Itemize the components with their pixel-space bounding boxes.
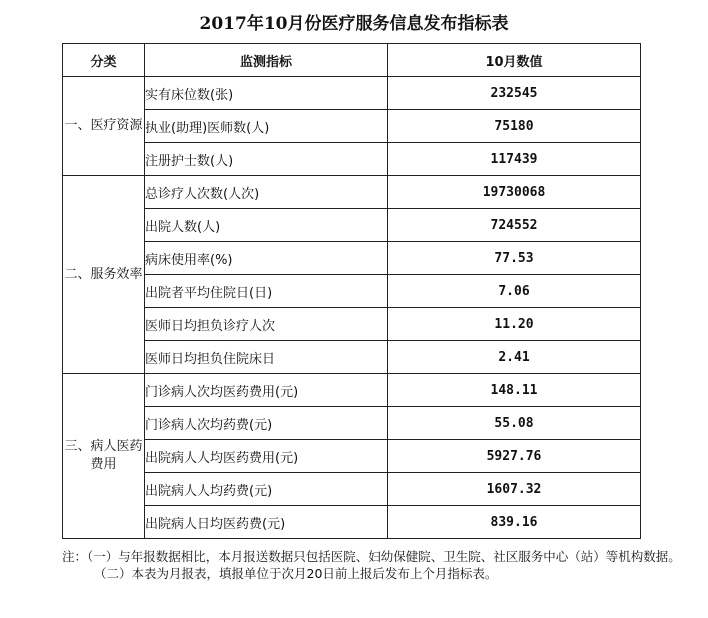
- table-row: [63, 275, 641, 308]
- category-service-efficiency: 二、服务效率: [63, 176, 145, 374]
- value-cell: 724552: [388, 209, 641, 242]
- indicator-cell: 门诊病人次均药费(元): [145, 407, 388, 440]
- table-row: [63, 407, 641, 440]
- table-row: [63, 110, 641, 143]
- value-cell: 75180: [388, 110, 641, 143]
- indicator-table: [62, 43, 641, 539]
- value-cell: 11.20: [388, 308, 641, 341]
- table-row: [63, 176, 641, 209]
- indicator-cell: 实有床位数(张): [145, 77, 388, 110]
- indicator-cell: 注册护士数(人): [145, 143, 388, 176]
- value-cell: 7.06: [388, 275, 641, 308]
- category-medical-resources: 一、医疗资源: [63, 77, 145, 176]
- value-cell: 839.16: [388, 506, 641, 539]
- footnote-line-2: （二）本表为月报表，填报单位于次月20日前上报后发布上个月指标表。: [94, 566, 498, 581]
- value-cell: 117439: [388, 143, 641, 176]
- indicator-cell: 医师日均担负住院床日: [145, 341, 388, 374]
- value-cell: 77.53: [388, 242, 641, 275]
- footnote-line-1: 注：（一）与年报数据相比，本月报送数据只包括医院、妇幼保健院、卫生院、社区服务中心（站）等机构数据。: [62, 549, 681, 564]
- table-row: [63, 440, 641, 473]
- header-indicator: 监测指标: [145, 44, 388, 77]
- value-cell: 5927.76: [388, 440, 641, 473]
- table-row: [63, 308, 641, 341]
- value-cell: 55.08: [388, 407, 641, 440]
- indicator-cell: 出院病人日均医药费(元): [145, 506, 388, 539]
- table-row: [63, 506, 641, 539]
- indicator-cell: 出院者平均住院日(日): [145, 275, 388, 308]
- indicator-cell: 门诊病人次均医药费用(元): [145, 374, 388, 407]
- header-category: 分类: [63, 44, 145, 77]
- table-row: [63, 209, 641, 242]
- footnote: [62, 548, 682, 582]
- table-row: [63, 473, 641, 506]
- table-row: [63, 242, 641, 275]
- table-row: [63, 143, 641, 176]
- table-row: [63, 374, 641, 407]
- page-title: 2017年10月份医疗服务信息发布指标表: [199, 14, 509, 34]
- table-header-row: [63, 44, 641, 77]
- value-cell: 232545: [388, 77, 641, 110]
- indicator-cell: 执业(助理)医师数(人): [145, 110, 388, 143]
- value-cell: 2.41: [388, 341, 641, 374]
- indicator-cell: 出院病人人均药费(元): [145, 473, 388, 506]
- indicator-cell: 出院人数(人): [145, 209, 388, 242]
- value-cell: 148.11: [388, 374, 641, 407]
- indicator-cell: 总诊疗人次数(人次): [145, 176, 388, 209]
- table-row: [63, 77, 641, 110]
- header-value: 10月数值: [388, 44, 641, 77]
- value-cell: 19730068: [388, 176, 641, 209]
- category-patient-costs: 三、病人医药费用: [63, 374, 145, 539]
- indicator-cell: 医师日均担负诊疗人次: [145, 308, 388, 341]
- indicator-cell: 出院病人人均医药费用(元): [145, 440, 388, 473]
- value-cell: 1607.32: [388, 473, 641, 506]
- table-row: [63, 341, 641, 374]
- indicator-cell: 病床使用率(%): [145, 242, 388, 275]
